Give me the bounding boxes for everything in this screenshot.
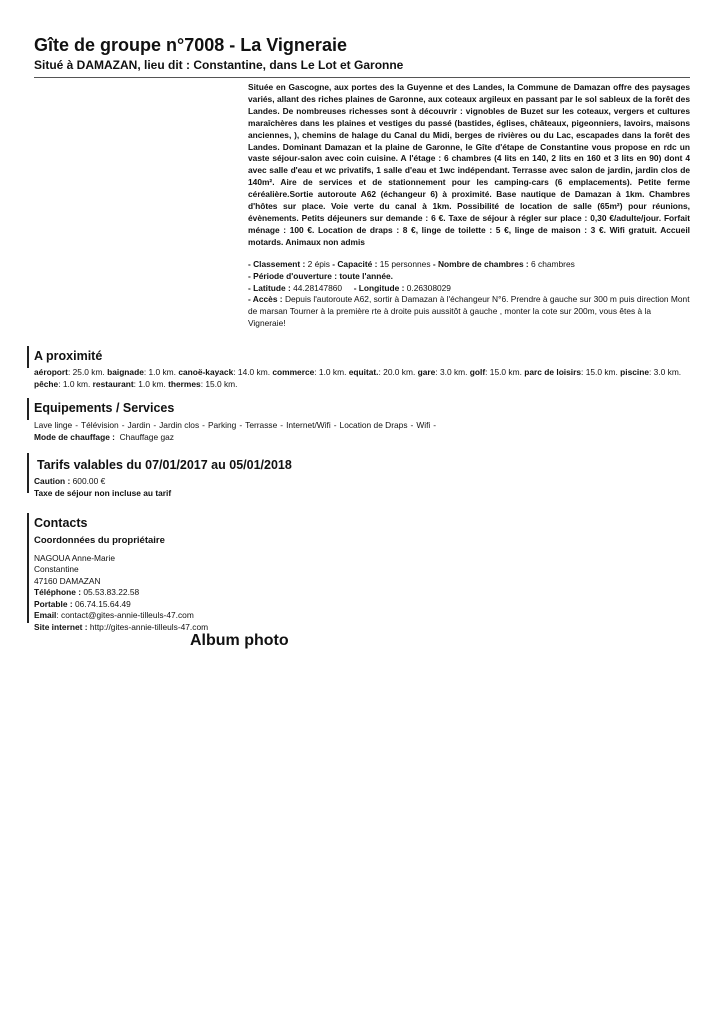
equipement-separator: - — [239, 420, 243, 430]
equipement-item: Wifi — [416, 420, 431, 430]
equipement-item: Jardin — [127, 420, 151, 430]
proximite-item — [470, 367, 522, 377]
album-title: Album photo — [190, 632, 289, 649]
equipement-item: Jardin clos — [159, 420, 200, 430]
longitude-value: 0.26308029 — [406, 282, 451, 293]
equipements-title: Equipements / Services — [34, 401, 175, 415]
proximite-item-value: : 15.0 km. — [485, 367, 522, 377]
site-label: Site internet : — [34, 621, 88, 632]
proximite-item — [524, 367, 618, 377]
proximite-item — [107, 367, 176, 377]
mobile-line — [34, 599, 690, 611]
equipement-item: Internet/Wifi — [286, 420, 331, 430]
proximite-item-label: baignade — [107, 367, 144, 377]
proximite-item-value: : 15.0 km. — [200, 378, 238, 389]
equipement-separator: - — [75, 420, 78, 430]
capacite-label: - Capacité : — [332, 258, 378, 269]
phone-value: 05.53.83.22.58 — [83, 587, 140, 597]
email-label: Email — [34, 610, 57, 620]
acces-label: - Accès : — [248, 294, 283, 305]
mobile-label: Portable : — [34, 598, 73, 609]
equipements-body — [34, 420, 690, 443]
equipement-separator: - — [410, 420, 414, 430]
chauffage-line — [34, 432, 690, 444]
page-header — [34, 34, 690, 78]
equipement-separator: - — [121, 420, 125, 430]
longitude-label: - Longitude : — [353, 282, 405, 293]
site-line — [34, 622, 690, 634]
proximite-item — [418, 367, 468, 377]
proximite-item-label: pêche — [34, 378, 59, 389]
owner-subtitle: Coordonnées du propriétaire — [34, 535, 165, 546]
equipement-separator: - — [202, 420, 205, 430]
classement-value: 2 épis — [307, 258, 330, 269]
chambres-label: - Nombre de chambres : — [432, 258, 529, 269]
proximite-title: A proximité — [34, 349, 103, 363]
owner-address-2: 47160 DAMAZAN — [34, 575, 101, 586]
equipement-item: Terrasse — [245, 420, 278, 430]
proximite-item — [34, 379, 90, 389]
acces-value: Depuis l'autoroute A62, sortir à Damazan à l'échangeur N°6. Prendre à gauche sur 300 m puis direction Mont de marsan Tourner à la première rte à droite puis aussitôt à gauche , monter la cote sur 200m, vous êtes à la Vigneraie! — [248, 294, 690, 329]
proximite-item — [349, 367, 416, 377]
chauffage-label: Mode de chauffage : — [34, 431, 115, 442]
equipements-list — [34, 420, 690, 432]
acces-line — [248, 294, 690, 330]
classement-label: - Classement : — [248, 258, 306, 269]
equipement-item: Télévision — [80, 420, 119, 430]
description-info — [248, 259, 690, 330]
proximite-item-label: equitat. — [348, 367, 379, 377]
proximite-item-value: : 15.0 km. — [581, 367, 618, 377]
proximite-item-value: : 3.0 km. — [435, 367, 468, 377]
tarifs-body — [34, 476, 690, 499]
description-text: Située en Gascogne, aux portes des la Guyenne et des Landes, la Commune de Damazan offre des paysages variés, allant des riches plaines de Garonne, aux coteaux argileux en passant par le sol sableux de la forêt des Landes. De nombreuses richesses sont à découvrir : vignobles de Buzet sur les coteaux, vergers et cultures maraîchères dans les plaines et vestiges du passé (bastides, églises, châteaux, pigeonniers, lavoirs, maisons anciennes, ), chemins de halage du Canal du Midi, berges de rivières ou du Lac, escapades dans la forêt des Landes. Dominant Damazan et la plaine de Garonne, le Gîte d'étape de Constantine vous propose en rdc un vaste séjour-salon avec coin cuisine. A l'étage : 6 chambres (4 lits en 140, 2 lits en 160 et 3 lits en 90) dont 4 avec salle d'eau et wc privatifs, 1 salle d'eau et 1wc indépendant. Terrasse avec salon de jardin, jardin clos de 140m². Aire de services et de stationnement pour les camping-cars (6 emplacements). Petite ferme céréalière.Sortie autoroute A62 (échangeur 6) à proximité. Base nautique de Damazan à 1km. Chambres d'hôtes sur place. Voie verte du canal à 1km. Possibilité de location de salle (65m²) pour réunions, évènements. Petits déjeuners sur demande : 6 €. Taxe de séjour à régler sur place : 0,30 €/adulte/jour. Forfait ménage : 100 €. Location de draps : 8 €, linge de toilette : 5 €, linge de maison : 3 €. Wifi gratuit. Accueil motards. Animaux non admis — [248, 82, 690, 247]
proximite-item-value: : 14.0 km. — [233, 367, 271, 377]
chauffage-value: Chauffage gaz — [119, 431, 174, 442]
coords-line — [248, 283, 690, 295]
proximite-item-label: aéroport — [34, 367, 68, 377]
proximite-item — [34, 367, 105, 377]
description-block — [248, 82, 690, 330]
caution-value: 600.00 € — [72, 476, 106, 486]
email-value[interactable]: : contact@gites-annie-tilleuls-47.com — [56, 610, 194, 620]
taxe-line: Taxe de séjour non incluse au tarif — [34, 487, 172, 498]
site-value[interactable]: http://gites-annie-tilleuls-47.com — [89, 621, 209, 632]
page-title: Gîte de groupe n°7008 - La Vigneraie — [34, 35, 347, 55]
caution-line — [34, 476, 690, 488]
proximite-item — [168, 379, 237, 389]
contacts-title: Contacts — [34, 516, 88, 530]
equipement-separator: - — [153, 420, 157, 430]
proximite-item-value: : 1.0 km. — [133, 378, 166, 389]
tarifs-bar — [27, 453, 29, 493]
phone-label: Téléphone : — [34, 587, 81, 597]
proximite-item-value: : 1.0 km. — [314, 367, 347, 377]
equipement-item: Lave linge — [34, 420, 73, 430]
equipement-separator: - — [280, 420, 284, 430]
phone-line — [34, 587, 690, 599]
proximite-item-label: restaurant — [92, 378, 134, 389]
latitude-value: 44.28147860 — [293, 282, 343, 293]
latitude-label: - Latitude : — [248, 282, 291, 293]
equipement-item: Parking — [207, 420, 237, 430]
proximite-item-value: : 1.0 km. — [58, 378, 91, 389]
proximite-item-value: : 20.0 km. — [378, 367, 416, 377]
email-line — [34, 610, 690, 622]
caution-label: Caution : — [34, 476, 71, 486]
proximite-item-label: canoë-kayack — [178, 367, 234, 377]
owner-address-1: Constantine — [34, 564, 79, 574]
contacts-bar — [27, 513, 29, 623]
mobile-value: 06.74.15.64.49 — [74, 598, 131, 609]
proximite-list — [34, 367, 690, 390]
proximite-item-label: piscine — [620, 367, 650, 377]
contacts-body — [34, 535, 690, 633]
tarifs-title: Tarifs valables du 07/01/2017 au 05/01/2018 — [37, 458, 292, 472]
owner-name: NAGOUA Anne-Marie — [34, 552, 115, 563]
proximite-bar — [27, 346, 29, 368]
proximite-item — [272, 367, 346, 377]
proximite-item-label: parc de loisirs — [524, 367, 582, 377]
proximite-item — [620, 367, 681, 377]
proximite-item-label: golf — [469, 367, 486, 377]
proximite-item — [93, 379, 166, 389]
proximite-item-value: : 3.0 km. — [649, 367, 682, 377]
proximite-item-label: gare — [417, 367, 436, 377]
proximite-item-label: commerce — [272, 367, 315, 377]
proximite-item-label: thermes — [168, 378, 201, 389]
chambres-value: 6 chambres — [531, 258, 575, 269]
page-subtitle: Situé à DAMAZAN, lieu dit : Constantine, dans Le Lot et Garonne — [34, 58, 404, 72]
proximite-item-value: : 1.0 km. — [143, 367, 176, 377]
equipements-bar — [27, 398, 29, 420]
equipement-item: Location de Draps — [339, 420, 408, 430]
periode-line: - Période d'ouverture : toute l'année. — [248, 270, 393, 281]
equipement-separator: - — [433, 420, 437, 430]
proximite-item-value: : 25.0 km. — [67, 367, 105, 377]
proximite-item — [178, 367, 270, 377]
classement-line — [248, 259, 690, 271]
equipement-separator: - — [333, 420, 337, 430]
capacite-value: 15 personnes — [379, 258, 431, 269]
